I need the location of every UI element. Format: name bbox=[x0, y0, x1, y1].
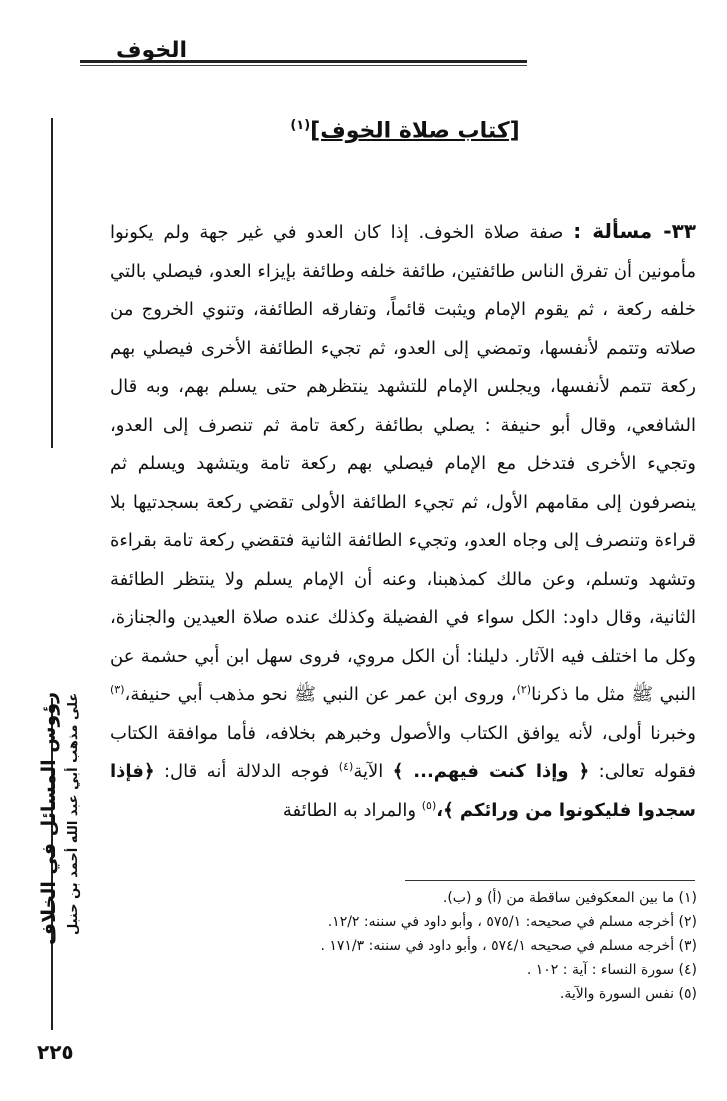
main-paragraph bbox=[110, 212, 696, 830]
paragraph-text-4: الآية bbox=[353, 761, 384, 782]
quran-quote-1: ﴿ وإذا كنت فيهم... ﴾ bbox=[392, 761, 590, 782]
paragraph-text-5: فوجه الدلالة أنه قال: bbox=[163, 761, 330, 782]
paragraph-text-3: وخبرنا أولى، لأنه يوافق الكتاب والأصول وخبرهم بخلافه، فأما موافقة الكتاب فقوله تعالى: bbox=[110, 722, 696, 782]
side-title-main: رؤوس المسائل في الخلاف bbox=[38, 691, 60, 945]
footnote: (٣) أخرجه مسلم في صحيحه ٥٧٤/١ ، وأبو داود في سننه: ١٧١/٣ . bbox=[320, 938, 697, 954]
side-book-title bbox=[26, 691, 81, 945]
running-title: الخوف bbox=[115, 38, 187, 63]
footnote-ref-3: (٣) bbox=[110, 683, 125, 696]
footnote: (٢) أخرجه مسلم في صحيحه: ٥٧٥/١ ، وأبو داود في سننه: ١٢/٢. bbox=[327, 914, 697, 930]
paragraph-text-6: والمراد به الطائفة bbox=[282, 799, 417, 821]
footnote: (١) ما بين المعكوفين ساقطة من (أ) و (ب). bbox=[442, 890, 697, 906]
side-title-subtitle: على مذهب أبي عبد الله أحمد بن حنبل bbox=[66, 692, 81, 935]
paragraph-text-2: ، وروى ابن عمر عن النبي ﷺ نحو مذهب أبي حنيفة، bbox=[124, 684, 517, 705]
chapter-heading bbox=[80, 118, 727, 143]
footnote-ref-5: (٥) bbox=[421, 798, 437, 812]
side-rule-top bbox=[51, 118, 53, 448]
footnote: (٥) نفس السورة والآية. bbox=[559, 986, 697, 1002]
paragraph-text-1: صفة صلاة الخوف. إذا كان العدو في غير جهة ولم يكونوا مأمونين أن تفرق الناس طائفتين، طائفة خلفه وطائفة بإيزاء العدو، فيصلي بالتي خلفه ركعة ، ثم يقوم الإمام ويثبت قائماً، وتفارقه الطائفة، وتنوي الخروج من صلاته وتتمم لأنفسها، وتمضي إلى العدو، ثم تجيء الطائفة الأخرى فيصلي بهم ركعة تتمم لأنفسها، ويجلس الإمام للتشهد ينتظرهم حتى يسلم بهم، وبه قال الشافعي، وقال أبو حنيفة : يصلي بطائفة ركعة تامة ثم تنصرف إلى العدو، وتجيء الأخرى فتدخل مع الإمام فيصلي بهم ركعة تامة ويتشهد ويسلم ثم ينصرفون إلى مقامهم الأول، ثم تجيء الطائفة الأولى تقضي ركعة بسجدتيها بلا قراءة وتنصرف إلى وجاه العدو، وتجيء الطائفة الثانية فتقضي ركعة تامة بقراءة وتشهد وتسلم، وعن مالك كمذهبنا، وعنه أن الإمام يسلم ولا ينتظر الطائفة الثانية، وقال داود: الكل سواء في الفضيلة وكذلك عنده صلاة العيدين والجنازة، وكل ما اختلف فيه الآثار. دليلنا: أن الكل مروي، فروى سهل ابن أبي حشمة عن النبي ﷺ مثل ما ذكرنا bbox=[110, 222, 697, 705]
chapter-title: [كتاب صلاة الخوف] bbox=[310, 118, 520, 144]
header-rule-thin bbox=[80, 65, 527, 66]
header-rule bbox=[80, 60, 527, 63]
issue-number: ٣٣- مسألة : bbox=[573, 219, 696, 243]
footnotes bbox=[137, 886, 697, 1006]
footnote-separator bbox=[405, 880, 695, 881]
chapter-footnote-ref: (١) bbox=[290, 118, 311, 133]
footnote: (٤) سورة النساء : آية : ١٠٢ . bbox=[526, 962, 697, 978]
footnote-ref-4: (٤) bbox=[338, 760, 354, 773]
footnote-ref-2: (٢) bbox=[516, 683, 532, 696]
quran-quote-2: ﴿فإذا سجدوا فليكونوا من ورائكم ﴾، bbox=[110, 761, 696, 821]
page-number: ٢٢٥ bbox=[37, 1040, 74, 1064]
